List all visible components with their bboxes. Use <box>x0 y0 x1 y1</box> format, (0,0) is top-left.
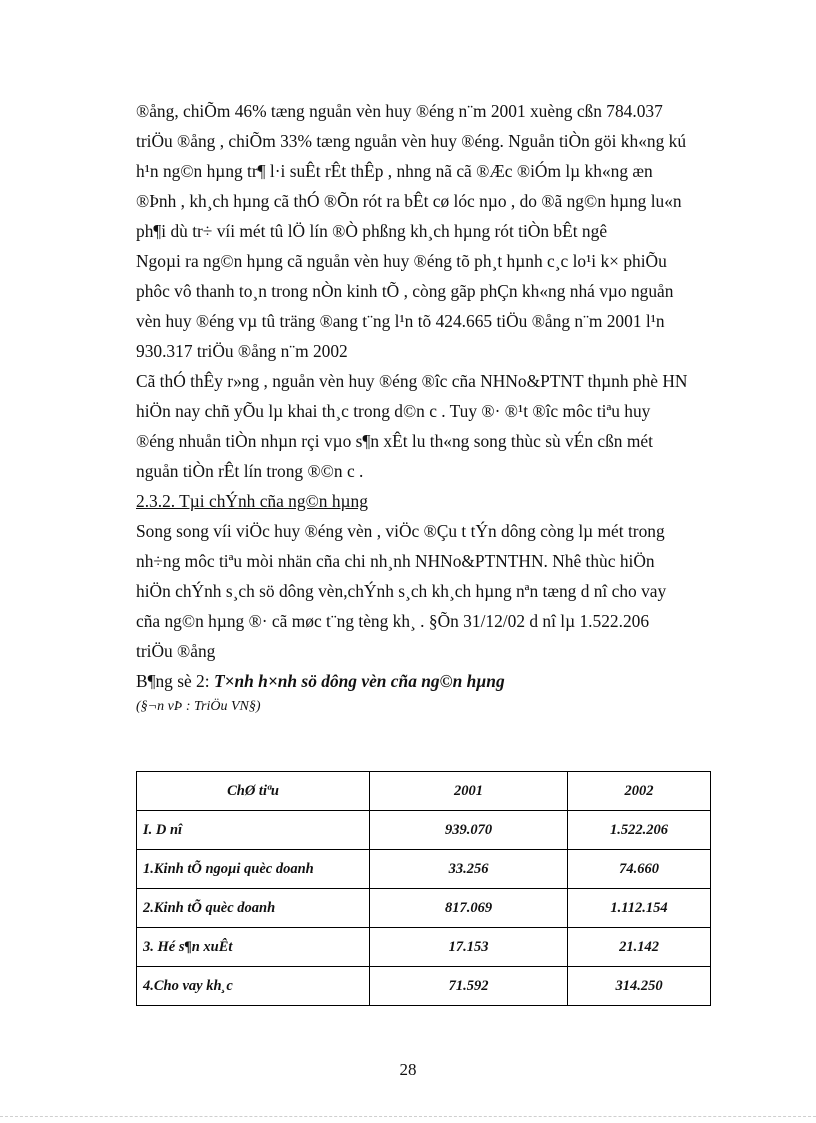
header-cell-indicator: ChØ tiªu <box>137 772 370 811</box>
table-row <box>137 967 711 1006</box>
row-label: I. D nî <box>137 811 370 850</box>
section-heading: 2.3.2. Tµi chÝnh cña ng©n hµng <box>136 491 368 511</box>
table-caption <box>136 666 752 696</box>
table-row <box>137 928 711 967</box>
text-line: nguån tiÒn rÊt lín trong ®©n c . <box>136 461 364 481</box>
value-2001: 71.592 <box>370 967 568 1006</box>
value-2001: 817.069 <box>370 889 568 928</box>
text-line: phôc vô thanh to¸n trong nÒn kinh tÕ , còng gãp phÇn kh«ng nhá vµo nguån <box>136 281 674 301</box>
value-2001: 17.153 <box>370 928 568 967</box>
text-line: Ngoµi ra ng©n hµng cã nguån vèn huy ®éng tõ ph¸t hµnh c¸c lo¹i k× phiÕu <box>136 251 667 271</box>
table-row <box>137 850 711 889</box>
table-caption-title: T×nh h×nh sö dông vèn cña ng©n hµng <box>213 671 505 691</box>
value-2002: 1.522.206 <box>568 811 711 850</box>
text-line: 930.317 triÖu ®ång n¨m 2002 <box>136 341 348 361</box>
text-line: Cã thÓ thÊy r»ng , nguån vèn huy ®éng ®îc cña NHNo&PTNT thµnh phè HN <box>136 371 688 391</box>
text-line: cña ng©n hµng ®· cã møc t¨ng tèng kh¸ . §Õn 31/12/02 d nî lµ 1.522.206 <box>136 611 650 631</box>
row-label: 2.Kinh tÕ quèc doanh <box>137 889 370 928</box>
value-2002: 1.112.154 <box>568 889 711 928</box>
paragraph-2 <box>136 246 752 366</box>
text-line: ®Þnh , kh¸ch hµng cã thÓ ®Õn rót ra bÊt cø lóc nµo , do ®ã ng©n hµng lu«n <box>136 191 682 211</box>
text-line: h¹n ng©n hµng tr¶ l·i suÊt rÊt thÊp , nhng nã cã ®Æc ®iÓm lµ kh«ng æn <box>136 161 653 181</box>
text-line: triÖu ®ång <box>136 641 216 661</box>
row-label: 3. Hé s¶n xuÊt <box>137 928 370 967</box>
table-caption-prefix: B¶ng sè 2: <box>136 671 214 691</box>
value-2001: 939.070 <box>370 811 568 850</box>
header-cell-2001: 2001 <box>370 772 568 811</box>
value-2002: 314.250 <box>568 967 711 1006</box>
table-header-row <box>137 772 711 811</box>
row-label: 4.Cho vay kh¸c <box>137 967 370 1006</box>
text-line: Song song víi viÖc huy ®éng vèn , viÖc ®Çu t tÝn dông còng lµ mét trong <box>136 521 665 541</box>
row-label: 1.Kinh tÕ ngoµi quèc doanh <box>137 850 370 889</box>
paragraph-3 <box>136 366 752 486</box>
text-line: ®éng nhuån tiÒn nhµn rçi vµo s¶n xÊt lu th«ng song thùc sù vÉn cßn mét <box>136 431 653 451</box>
text-line: vèn huy ®éng vµ tû träng ®ang t¨ng l¹n tõ 424.665 tiÖu ®ång n¨m 2001 l¹n <box>136 311 665 331</box>
paragraph-4 <box>136 516 752 666</box>
text-line: nh÷ng môc tiªu mòi nhän cña chi nh¸nh NHNo&PTNTHN. Nhê thùc hiÖn <box>136 551 655 571</box>
page-number: 28 <box>399 1060 417 1079</box>
table-row <box>137 811 711 850</box>
value-2002: 21.142 <box>568 928 711 967</box>
text-line: hiÖn chÝnh s¸ch sö dông vèn,chÝnh s¸ch kh¸ch hµng nªn tæng d nî cho vay <box>136 581 667 601</box>
value-2001: 33.256 <box>370 850 568 889</box>
page-bottom-divider <box>0 1116 816 1117</box>
paragraph-1 <box>136 96 752 246</box>
text-line: triÖu ®ång , chiÕm 33% tæng nguån vèn huy ®éng. Nguån tiÒn göi kh«ng kú <box>136 131 687 151</box>
header-cell-2002: 2002 <box>568 772 711 811</box>
text-line: ®ång, chiÕm 46% tæng nguån vèn huy ®éng n¨m 2001 xuèng cßn 784.037 <box>136 101 663 121</box>
table-row <box>137 889 711 928</box>
text-line: hiÖn nay chñ yÕu lµ khai th¸c trong d©n c . Tuy ®· ®¹t ®îc môc tiªu huy <box>136 401 651 421</box>
body-text <box>136 96 752 718</box>
data-table <box>136 771 711 1006</box>
unit-note: (§¬n vÞ : TriÖu VN§) <box>136 699 261 714</box>
value-2002: 74.660 <box>568 850 711 889</box>
text-line: ph¶i dù tr÷ víi mét tû lÖ lín ®Ò phßng kh¸ch hµng rót tiÒn bÊt ngê <box>136 221 608 241</box>
